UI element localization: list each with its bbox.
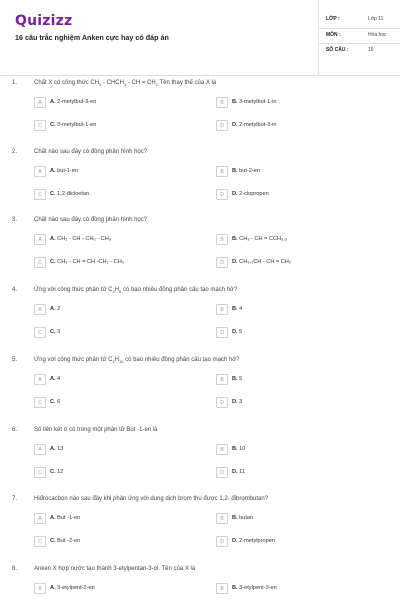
option-letter-box: B [216,166,228,177]
option-text: A. 2-metylbut-3-en [50,99,97,105]
option-text: C. CH₃ - CH = CH -CH₂ - CH₃ [50,259,125,265]
option-text: D. 2-metylpropen [232,538,275,544]
option-letter-box: C [34,467,46,478]
option-text: A. CH₂ - CH - CH₂ - CH₃ [50,236,112,242]
meta-line [318,28,400,29]
option-text: C. But -2-en [50,538,81,544]
option-text: B. but-2-en [232,168,260,174]
question-number: 8. [12,566,18,572]
question-text: Hiđrocacbon nào sau đây khi phản ứng với dung dịch brom thu được 1,2- đibrombutan? [34,496,269,502]
option-letter-box: C [34,257,46,268]
option-letter-box: C [34,327,46,338]
quizizz-logo: Quizizz [15,13,73,29]
option-text: B. 5 [232,376,243,382]
option-letter-box: B [216,513,228,524]
option-text: D. 2-metylbut-3-in [232,122,277,128]
question-number: 1. [12,80,18,86]
option-letter-box: D [216,257,228,268]
option-text: D. 5 [232,329,243,335]
option-text: B. CH₃ - CH = CCH₃,₃ [232,236,288,242]
option-letter-box: D [216,397,228,408]
option-text: D. CH₃,₂CH - CH = CH₂ [232,259,291,265]
question-text: Chất X có công thức $CH_3$ - $CHCH_3$ - CH = $CH_2$ Tên thay thế của X là [34,80,217,88]
question-text: Ứng với công thức phân tử $C_4H_8$ có bao nhiêu đồng phân cấu tạo mạch hở? [34,287,238,295]
option-text: A. but-1-en [50,168,78,174]
question-number: 5. [12,357,18,363]
option-text: C. 6 [50,399,61,405]
option-letter-box: A [34,583,46,594]
option-text: A. 2 [50,306,61,312]
option-text: C. 3 [50,329,61,335]
option-text: B. 10 [232,446,246,452]
question-text: Chất nào sau đây có đồng phân hình học? [34,217,148,223]
option-letter-box: B [216,444,228,455]
option-letter-box: D [216,120,228,131]
option-letter-box: D [216,189,228,200]
question-number: 3. [12,217,18,223]
option-text: B. 3-metylbut-1-in [232,99,277,105]
option-text: D. 11 [232,469,245,475]
option-text: B. butan [232,515,254,521]
option-letter-box: D [216,536,228,547]
option-text: A. 4 [50,376,61,382]
worksheet-header [0,0,400,76]
question-text: Anken X hợp nước tạo thành 3-etylpentan-3-ol. Tên của X là [34,566,196,572]
option-letter-box: A [34,97,46,108]
option-text: C. 3-metylbut-1-en [50,122,97,128]
option-text: B. 4 [232,306,243,312]
meta-divider [318,0,319,76]
option-text: D. 2-clopropen [232,191,269,197]
option-text: D. 3 [232,399,243,405]
option-letter-box: B [216,583,228,594]
option-letter-box: C [34,536,46,547]
question-number: 2. [12,149,18,155]
meta-line [318,43,400,44]
option-letter-box: C [34,189,46,200]
option-letter-box: D [216,327,228,338]
option-letter-box: A [34,444,46,455]
option-text: C. 12 [50,469,64,475]
option-letter-box: A [34,374,46,385]
option-letter-box: A [34,513,46,524]
question-number: 6. [12,427,18,433]
option-letter-box: B [216,304,228,315]
option-text: A. 13 [50,446,64,452]
option-letter-box: A [34,166,46,177]
worksheet-title: 16 câu trắc nghiệm Anken cực hay có đáp án [15,33,169,42]
option-letter-box: D [216,467,228,478]
option-text: B. 3-etylpent-3-en [232,585,277,591]
question-text: Số liên kết σ có trong một phân tử But -1-en là [34,427,158,433]
option-letter-box: A [34,304,46,315]
question-number: 7. [12,496,18,502]
option-letter-box: C [34,397,46,408]
question-number: 4. [12,287,18,293]
question-text: Chất nào sau đây có đồng phân hình học? [34,149,148,155]
option-letter-box: C [34,120,46,131]
option-text: A. 3-etylpent-2-en [50,585,95,591]
option-letter-box: B [216,234,228,245]
option-text: A. But -1-en [50,515,81,521]
option-letter-box: B [216,97,228,108]
option-letter-box: A [34,234,46,245]
question-text: Ứng với công thức phân tử $C_5H_{10}$ có bao nhiêu đồng phân cấu tạo mạch hở? [34,357,240,365]
option-text: C. 1,2-đicloetan [50,191,90,197]
option-letter-box: B [216,374,228,385]
